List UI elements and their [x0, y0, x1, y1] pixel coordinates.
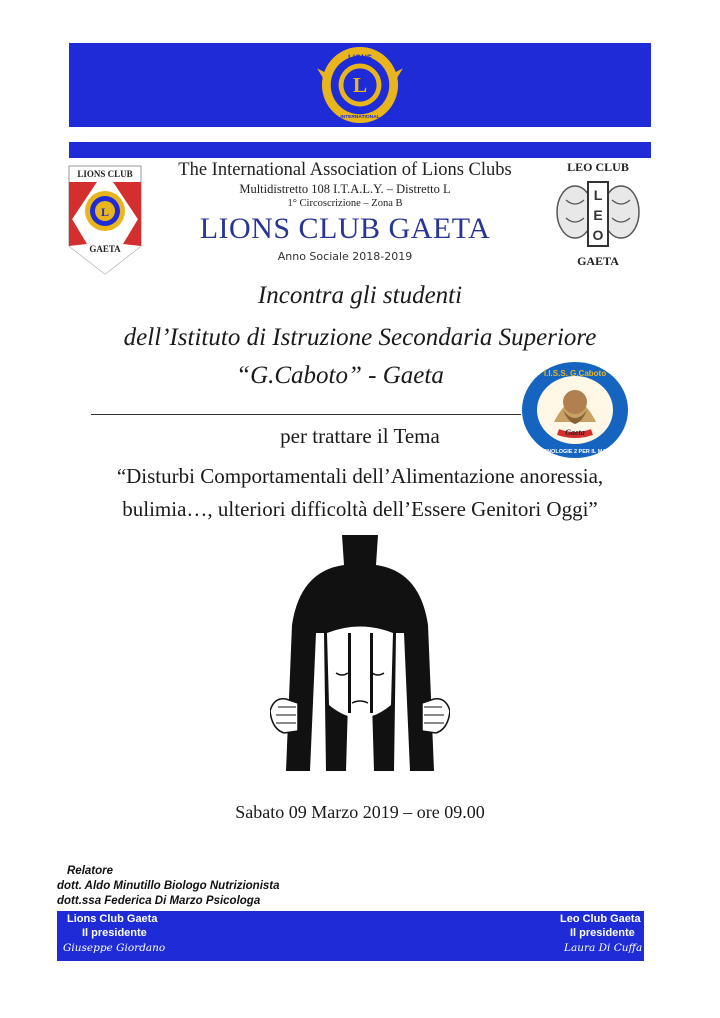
school-name: “G.Caboto” - Gaeta — [236, 362, 444, 389]
school-logo-bottom: TECNOLOGIE 2 PER IL MARE — [536, 449, 614, 455]
lions-international-logo — [311, 45, 409, 125]
multidistrict-line: Multidistretto 108 I.T.A.L.Y. – Distretto L — [239, 182, 451, 196]
footer-right-role: Il presidente — [570, 927, 635, 939]
circoscrizione-line: 1° Circoscrizione – Zona B — [287, 198, 403, 209]
theme-line-2: bulimia…, ulteriori difficoltà dell’Essere Genitori Oggi” — [122, 497, 598, 521]
footer-left-signature: Giuseppe Giordano — [63, 942, 166, 954]
footer-left-club: Lions Club Gaeta — [67, 913, 158, 925]
shield-title: LIONS CLUB — [77, 169, 133, 179]
shield-city: GAETA — [89, 244, 121, 254]
footer-left-role: Il presidente — [82, 927, 147, 939]
leo-city: GAETA — [577, 254, 619, 268]
fork-prison-illustration — [270, 535, 450, 775]
association-name: The International Association of Lions Clubs — [178, 160, 512, 180]
club-name: LIONS CLUB GAETA — [199, 212, 491, 245]
caboto-school-logo — [520, 360, 630, 460]
svg-text:L: L — [100, 205, 110, 219]
social-year: Anno Sociale 2018-2019 — [277, 250, 413, 263]
svg-text:E: E — [593, 207, 603, 223]
horizontal-rule — [91, 414, 521, 415]
svg-text:LIONS: LIONS — [348, 53, 372, 63]
speaker-2: dott.ssa Federica Di Marzo Psicologa — [57, 895, 261, 907]
topic-intro: per trattare il Tema — [280, 424, 440, 448]
header-divider-band — [69, 142, 651, 158]
school-line: dell’Istituto di Istruzione Secondaria Superiore — [123, 324, 597, 351]
leo-club-gaeta-badge — [548, 160, 648, 268]
svg-text:INTERNATIONAL: INTERNATIONAL — [340, 115, 380, 121]
logo-letter: L — [352, 72, 368, 97]
event-heading: Incontra gli studenti — [257, 282, 463, 309]
footer-right-signature: Laura Di Cuffa — [564, 942, 643, 954]
theme-line-1: “Disturbi Comportamentali dell’Alimentazione anoressia, — [116, 464, 604, 488]
svg-text:L: L — [593, 187, 603, 203]
school-logo-city: Gaeta — [565, 428, 585, 437]
leo-title: LEO CLUB — [567, 160, 629, 174]
lions-club-gaeta-shield — [67, 164, 143, 276]
speakers-heading: Relatore — [67, 865, 114, 877]
school-logo-top: I.I.S.S. G.Caboto — [543, 369, 607, 378]
speaker-1: dott. Aldo Minutillo Biologo Nutrizionista — [57, 880, 280, 892]
footer-right-club: Leo Club Gaeta — [560, 913, 641, 925]
svg-text:O: O — [592, 227, 604, 243]
event-date: Sabato 09 Marzo 2019 – ore 09.00 — [235, 802, 485, 822]
